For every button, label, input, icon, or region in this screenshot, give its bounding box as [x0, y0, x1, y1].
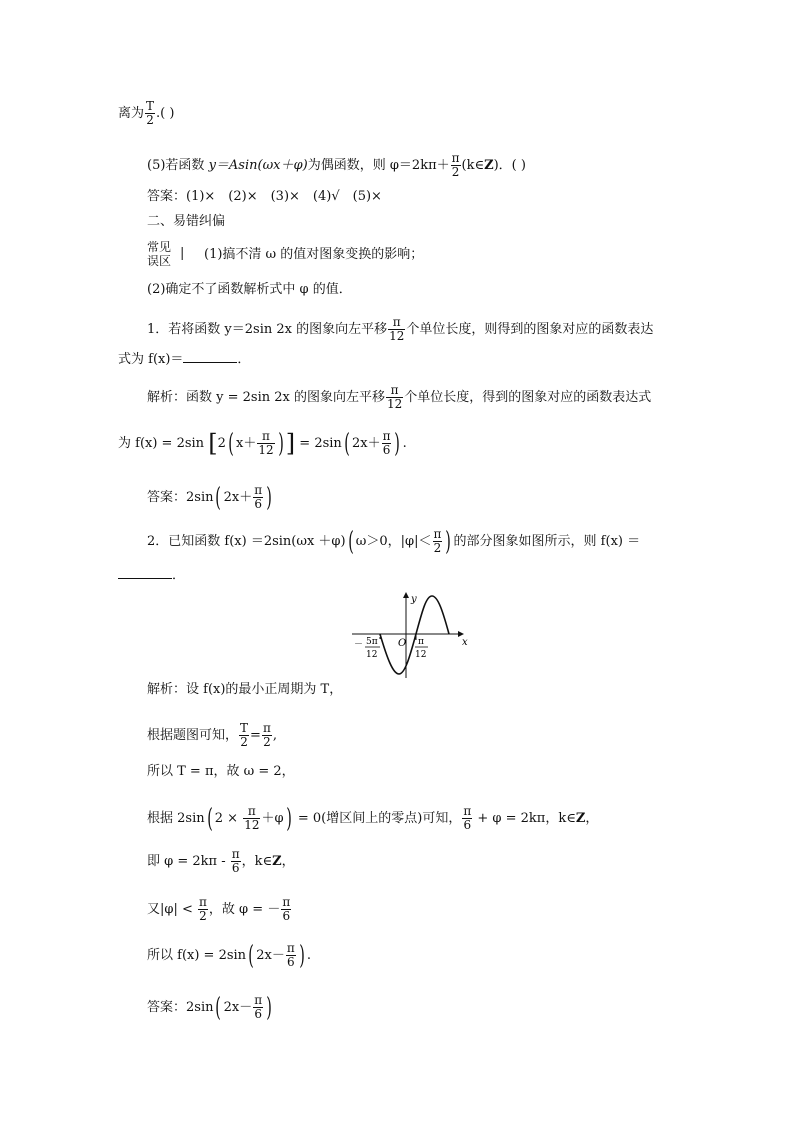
denominator: 6: [254, 497, 263, 511]
numerator: π: [382, 429, 391, 443]
text: .( ): [156, 106, 175, 121]
answer-q2: [147, 994, 274, 1021]
right-paren: ): [285, 803, 292, 834]
denominator: 12: [244, 818, 260, 832]
fraction: [382, 430, 392, 457]
text: ，故 φ = －: [208, 902, 281, 917]
numerator: π: [388, 316, 405, 330]
right-paren: ): [266, 992, 273, 1023]
denominator: 12: [389, 329, 405, 343]
text: 2 ×: [214, 811, 243, 826]
text: (5)若函数: [147, 158, 209, 173]
text: )．( ): [493, 158, 526, 173]
left-paren: (: [248, 940, 254, 971]
fraction: [262, 722, 272, 749]
fraction: [198, 896, 208, 923]
fraction: [433, 528, 443, 555]
right-paren: ): [299, 940, 305, 971]
fraction: [239, 722, 249, 749]
numerator: π: [451, 151, 460, 165]
right-paren: ): [277, 428, 284, 459]
integer-set: Z: [272, 854, 282, 869]
text: ，k∈: [241, 854, 273, 869]
numerator: T: [146, 99, 155, 113]
numerator: π: [254, 483, 263, 497]
left-paren: (: [228, 428, 234, 459]
solution-2-line1: 解析：设 f(x)的最小正周期为 T，: [147, 682, 343, 697]
numerator: π: [199, 895, 207, 909]
text: =: [250, 728, 261, 743]
right-tick-num: π: [418, 637, 424, 647]
left-paren: (: [347, 526, 354, 557]
fraction: [231, 848, 241, 875]
solution-1-line1: [147, 384, 651, 411]
denominator: 12: [258, 443, 274, 457]
numerator: π: [262, 721, 271, 735]
text: 解析：函数 y = 2sin 2x 的图象向左平移: [147, 390, 385, 405]
mistake-1: (1)搞不清 ω 的值对图象变换的影响；: [204, 247, 424, 262]
integer-set: Z: [484, 158, 494, 173]
fraction: [286, 942, 296, 969]
right-paren: ): [394, 428, 401, 459]
denominator: 6: [231, 861, 240, 875]
answer-q1: [147, 484, 274, 511]
left-tick-num: 5π: [366, 637, 378, 647]
solution-2-line4: [147, 805, 598, 832]
solution-2-line2: [147, 722, 277, 749]
solution-2-line5: [147, 848, 295, 875]
text: 1．若将函数 y＝2sin 2x 的图象向左平移: [147, 322, 388, 337]
text: 2x＋: [351, 436, 381, 451]
text: 即 φ = 2kπ -: [147, 854, 230, 869]
text: 又|φ| <: [147, 902, 198, 917]
solution-2-line3: 所以 T = π，故 ω = 2，: [147, 764, 295, 779]
text: 为 f(x) = 2sin: [118, 436, 205, 451]
text: ．: [237, 352, 251, 367]
text: ，: [281, 854, 295, 869]
solution-2-line7: [147, 942, 311, 969]
y-label: y: [411, 594, 417, 605]
question-2-line1: [147, 528, 640, 555]
denominator: 2: [433, 541, 442, 555]
left-tick-sign: －: [354, 640, 364, 650]
fraction: [281, 896, 291, 923]
sine-curve: [380, 596, 449, 674]
solution-2-line6: [147, 896, 292, 923]
numerator: π: [386, 384, 403, 398]
fraction: [253, 484, 263, 511]
fraction: [451, 152, 461, 179]
mistake-2: (2)确定不了函数解析式中 φ 的值．: [147, 282, 352, 297]
top-line: [118, 100, 174, 127]
tag-bar: |: [180, 246, 185, 261]
text: 2．已知函数 f(x) ＝2sin(ωx ＋φ): [147, 534, 346, 549]
text: 答案：2sin: [147, 1000, 214, 1015]
text: ．: [172, 568, 186, 583]
expression: y＝Asin(ωx＋φ): [208, 158, 308, 173]
text: 根据题图可知，: [147, 728, 239, 743]
integer-set: Z: [575, 811, 586, 826]
numerator: π: [257, 430, 274, 444]
text: 的部分图象如图所示，则 f(x) ＝: [453, 534, 641, 549]
text: (k∈: [461, 158, 485, 173]
text: 2x－: [223, 1000, 253, 1015]
left-paren: (: [344, 428, 350, 459]
text: ,: [272, 728, 277, 743]
question-1-line2: [118, 352, 250, 368]
fraction: [462, 805, 472, 832]
left-tick-den: 12: [366, 650, 378, 660]
fraction: [388, 316, 405, 343]
text: ，: [585, 811, 599, 826]
denominator: 2: [263, 735, 271, 749]
denominator: 6: [382, 443, 391, 457]
denominator: 2: [146, 113, 154, 127]
question-2-line2: [118, 568, 185, 584]
right-tick-den: 12: [415, 650, 427, 660]
fraction: [243, 805, 260, 832]
right-paren: ): [266, 482, 273, 513]
denominator: 6: [286, 955, 295, 969]
left-paren: (: [215, 482, 222, 513]
denominator: 2: [199, 909, 207, 923]
solution-1-line2: [118, 430, 407, 457]
text: x＋: [236, 436, 257, 451]
denominator: 6: [282, 909, 291, 923]
text: 所以 f(x) = 2sin: [147, 948, 247, 963]
fraction: [386, 384, 403, 411]
fraction: [253, 994, 263, 1021]
sine-graph: [350, 590, 480, 680]
numerator: π: [231, 847, 240, 861]
text: 根据 2sin: [147, 811, 205, 826]
text: .: [306, 948, 312, 963]
numerator: T: [240, 721, 249, 735]
question-1-line1: [147, 316, 653, 343]
text: ω＞0，|φ|＜: [355, 534, 432, 549]
text: 个单位长度，则得到的图象对应的函数表达: [406, 322, 654, 337]
numerator: π: [286, 941, 295, 955]
text: 式为 f(x)＝: [118, 352, 184, 367]
right-bracket: ]: [285, 429, 296, 458]
numerator: π: [254, 993, 263, 1007]
text: 离为: [118, 106, 145, 121]
answer-blank[interactable]: [183, 352, 237, 363]
text: 2x＋: [223, 490, 253, 505]
answer-blank[interactable]: [118, 568, 172, 579]
numerator: π: [463, 804, 472, 818]
text: 2: [217, 436, 226, 451]
left-paren: (: [215, 992, 222, 1023]
text: 答案：2sin: [147, 490, 214, 505]
denominator: 12: [386, 397, 403, 411]
text: 为偶函数，则 φ＝2kπ＋: [307, 158, 450, 173]
left-bracket: [: [208, 429, 218, 458]
tag-line: 误区: [147, 254, 172, 268]
right-paren: ): [445, 526, 452, 557]
x-label: x: [462, 637, 468, 648]
tag-common-mistakes: [147, 240, 171, 268]
text: = 0(增区间上的零点)可知，: [293, 811, 462, 826]
numerator: π: [433, 527, 442, 541]
left-paren: (: [206, 803, 213, 834]
text: 个单位长度，得到的图象对应的函数表达式: [404, 390, 652, 405]
section-title: 二、易错纠偏: [147, 214, 226, 229]
text: + φ = 2kπ，k∈: [473, 811, 576, 826]
text: .: [402, 436, 407, 451]
origin-label: O: [398, 638, 407, 649]
text: ＋φ: [261, 811, 284, 826]
denominator: 2: [451, 165, 460, 179]
denominator: 2: [240, 735, 248, 749]
numerator: π: [243, 805, 260, 819]
tag-line: 常见: [147, 240, 172, 254]
numerator: π: [282, 895, 291, 909]
item-5: [147, 152, 526, 179]
denominator: 6: [254, 1007, 263, 1021]
text: = 2sin: [295, 436, 342, 451]
y-axis-arrow: [403, 592, 409, 598]
denominator: 6: [463, 818, 472, 832]
text: 2x－: [256, 948, 285, 963]
fraction: [257, 430, 274, 457]
answer-1: 答案：(1)× (2)× (3)× (4)√ (5)×: [147, 189, 382, 204]
fraction: [145, 100, 155, 127]
